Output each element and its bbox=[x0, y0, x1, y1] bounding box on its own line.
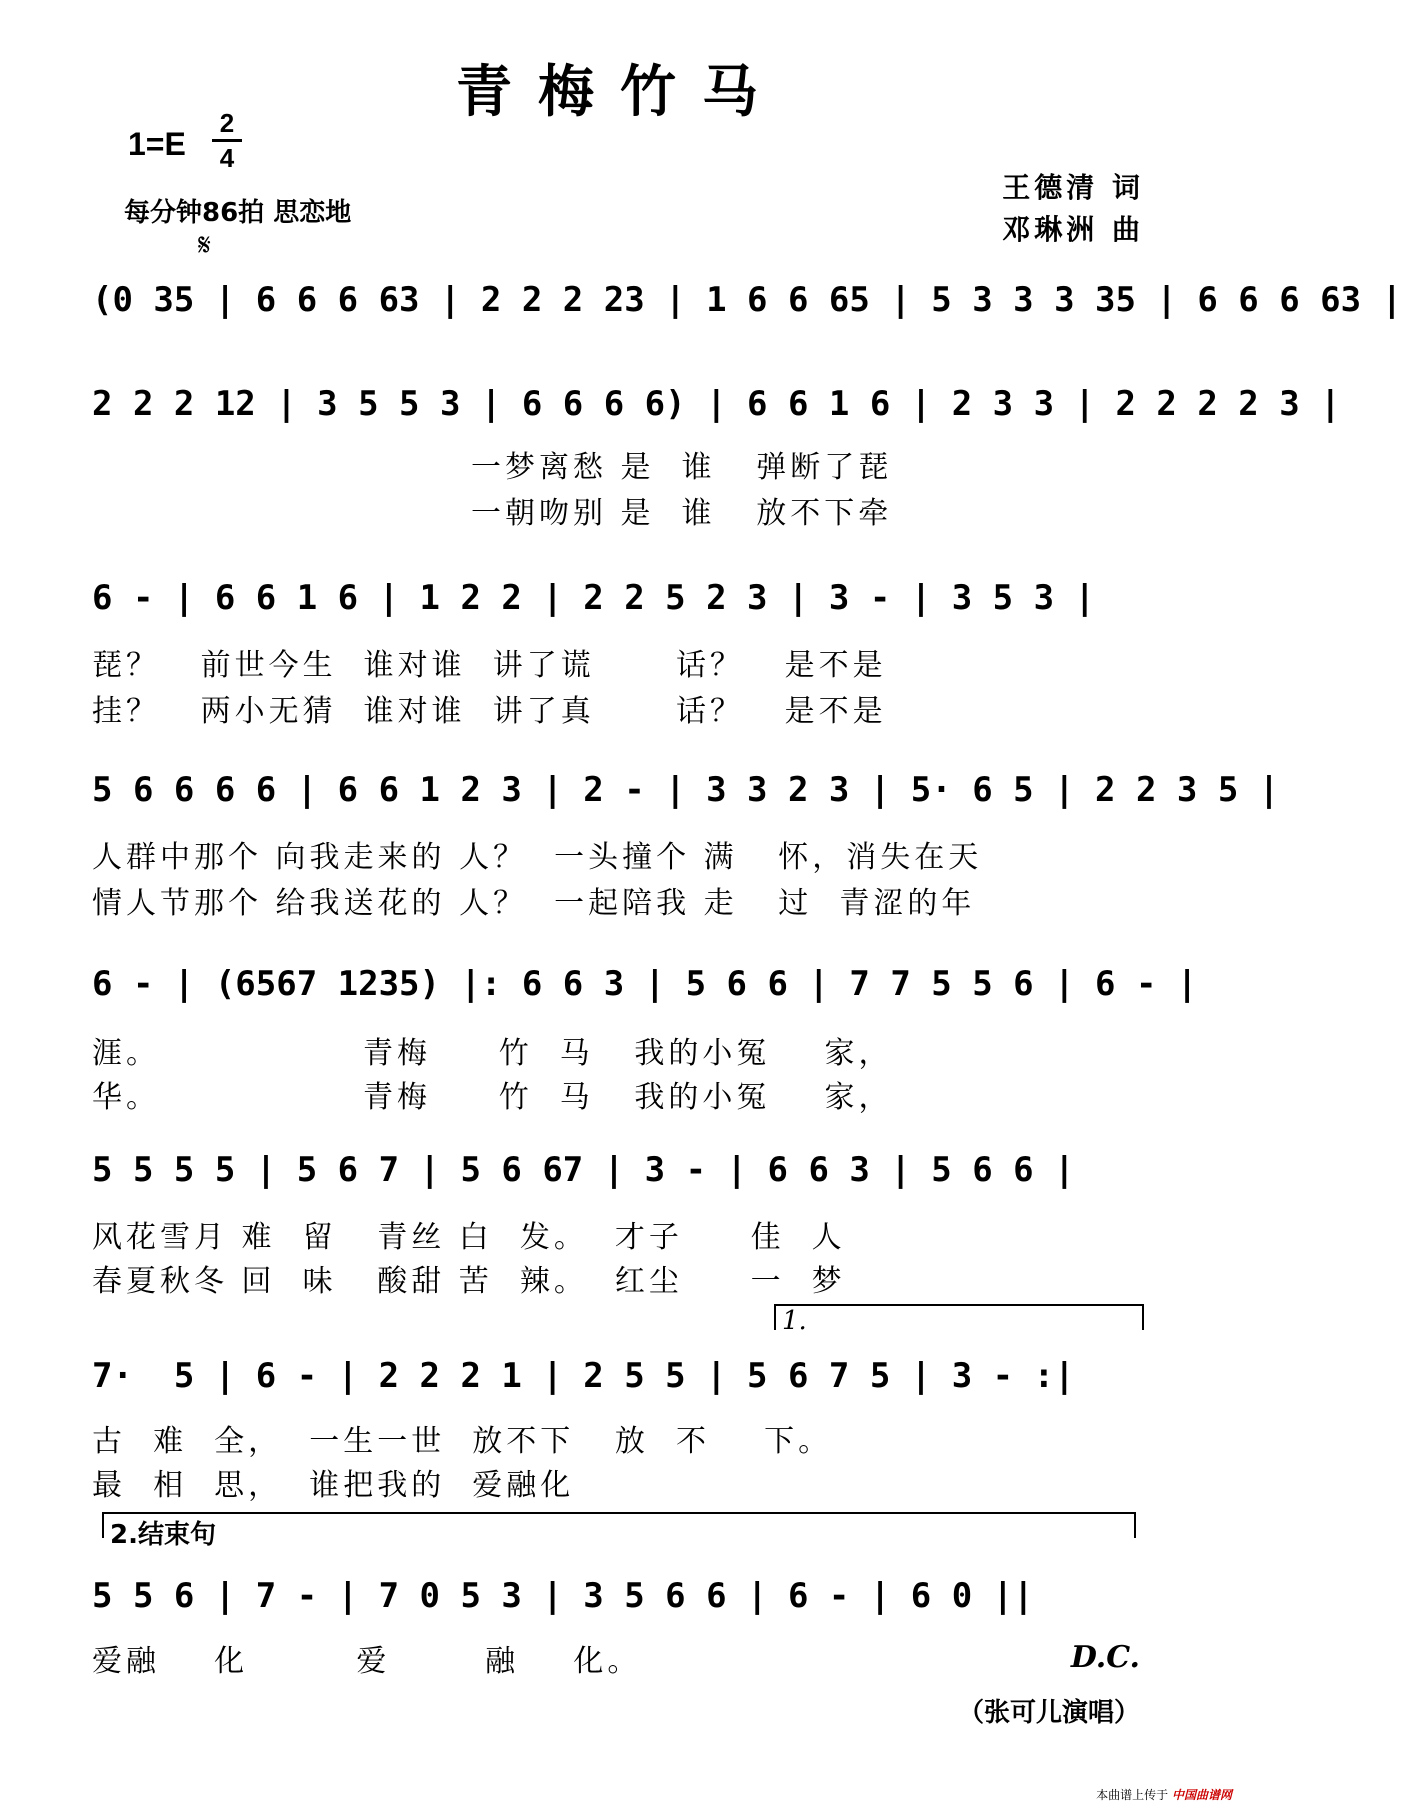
score-system-2-lyric-2: 一朝吻别 是 谁 放不下牵 bbox=[92, 496, 893, 531]
time-signature bbox=[212, 108, 242, 173]
score-system-3-notes: 6 - | 6 6 1 6 | 1 2 2 | 2 2 5 2 3 | 3 - | 3 5 3 | bbox=[92, 578, 1096, 618]
segno-sign: 𝄋 bbox=[198, 228, 211, 263]
tempo-marking: 每分钟86拍 思恋地 bbox=[124, 198, 352, 228]
volta-2-bracket bbox=[102, 1512, 1136, 1550]
volta-2-label: 2.结束句 bbox=[110, 1520, 216, 1550]
dc-marking: D.C. bbox=[1070, 1640, 1140, 1675]
score-system-4-lyric-2: 情人节那个 给我送花的 人？ 一起陪我 走 过 青涩的年 bbox=[92, 886, 976, 921]
score-system-6-lyric-1: 风花雪月 难 留 青丝 白 发。 才子 佳 人 bbox=[92, 1220, 846, 1255]
score-system-4-lyric-1: 人群中那个 向我走来的 人？ 一头撞个 满 怀，消失在天 bbox=[92, 840, 983, 875]
composer-credit: 邓琳洲 曲 bbox=[1002, 213, 1144, 246]
singer-credit: （张可儿演唱） bbox=[957, 1698, 1140, 1728]
score-system-8-lyric-1: 爱融 化 爱 融 化。 bbox=[92, 1644, 642, 1679]
score-system-7-lyric-2: 最 相 思， 谁把我的 爱融化 bbox=[92, 1468, 575, 1503]
score-system-7-lyric-1: 古 难 全， 一生一世 放不下 放 不 下。 bbox=[92, 1424, 833, 1459]
key-signature: 1=E bbox=[128, 126, 186, 162]
score-system-8-notes: 5 5 6 | 7 - | 7 0 5 3 | 3 5 6 6 | 6 - | 6 0 || bbox=[92, 1576, 1034, 1616]
footer-text: 本曲谱上传于 bbox=[1096, 1788, 1169, 1802]
volta-1-bracket bbox=[774, 1304, 1144, 1336]
lyricist-credit: 王德清 词 bbox=[1002, 171, 1144, 204]
score-system-2-lyric-1: 一梦离愁 是 谁 弹断了琵 bbox=[92, 450, 893, 485]
score-system-3-lyric-1: 琵？ 前世今生 谁对谁 讲了谎 话？ 是不是 bbox=[92, 648, 887, 683]
footer-site: 中国曲谱网 bbox=[1171, 1788, 1232, 1802]
song-title: 青梅竹马 bbox=[456, 59, 784, 125]
score-system-6-lyric-2: 春夏秋冬 回 味 酸甜 苦 辣。 红尘 一 梦 bbox=[92, 1264, 846, 1299]
time-signature-top: 2 bbox=[219, 108, 235, 138]
footer-source bbox=[1096, 1786, 1232, 1803]
score-system-6-notes: 5 5 5 5 | 5 6 7 | 5 6 67 | 3 - | 6 6 3 | 5 6 6 | bbox=[92, 1150, 1075, 1190]
score-system-5-lyric-2: 华。 青梅 竹 马 我的小冤 家， bbox=[92, 1080, 893, 1115]
score-system-2-notes: 2 2 2 12 | 3 5 5 3 | 6 6 6 6) | 6 6 1 6 | 2 3 3 | 2 2 2 2 3 | bbox=[92, 384, 1341, 424]
time-signature-bar bbox=[212, 139, 242, 142]
score-system-5-lyric-1: 涯。 青梅 竹 马 我的小冤 家， bbox=[92, 1036, 893, 1071]
score-system-1-notes: (0 35 | 6 6 6 63 | 2 2 2 23 | 1 6 6 65 | 5 3 3 3 35 | 6 6 6 63 | bbox=[92, 280, 1402, 320]
score-system-3-lyric-2: 挂？ 两小无猜 谁对谁 讲了真 话？ 是不是 bbox=[92, 694, 887, 729]
time-signature-bottom: 4 bbox=[219, 143, 235, 173]
volta-1-label: 1. bbox=[782, 1306, 807, 1336]
score-system-5-notes: 6 - | (6567 1235) |: 6 6 3 | 5 6 6 | 7 7 5 5 6 | 6 - | bbox=[92, 964, 1198, 1004]
score-system-4-notes: 5 6 6 6 6 | 6 6 1 2 3 | 2 - | 3 3 2 3 | 5· 6 5 | 2 2 3 5 | bbox=[92, 770, 1280, 810]
score-system-7-notes: 7· 5 | 6 - | 2 2 2 1 | 2 5 5 | 5 6 7 5 | 3 - :| bbox=[92, 1356, 1075, 1396]
